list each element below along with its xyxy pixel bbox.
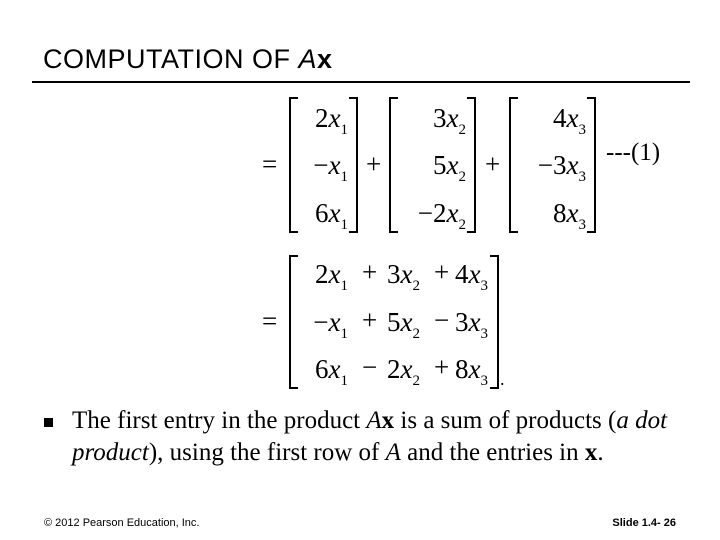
vector-3 xyxy=(538,103,586,233)
bracket-right-2 xyxy=(467,98,475,232)
plus-sign-2: + xyxy=(485,149,501,179)
operator-sign: + xyxy=(362,257,378,287)
plus-sign-1: + xyxy=(366,149,382,179)
trailing-period: . xyxy=(500,369,505,389)
operator-sign: + xyxy=(434,257,450,287)
operator-sign: − xyxy=(362,352,378,382)
combined-row-2-term-1: $-x_1$ xyxy=(313,307,348,342)
combined-row-2-term-3: $3x_3$ xyxy=(455,307,488,342)
operator-sign: − xyxy=(434,305,450,335)
bracket-left-2 xyxy=(390,98,398,232)
operator-sign: + xyxy=(362,305,378,335)
footer-slide-number: Slide 1.4- 26 xyxy=(612,517,676,529)
combined-row-1-term-1: $2x_1$ xyxy=(315,259,348,294)
combined-row-1-term-3: $4x_3$ xyxy=(455,259,488,294)
vector-2-entry: $3x_2$ xyxy=(433,103,466,138)
vector-1-entry: $6x_1$ xyxy=(315,198,348,233)
vector-3-entry: $8x_3$ xyxy=(553,198,586,233)
bracket-right-4 xyxy=(490,256,498,388)
bullet-square-icon xyxy=(44,418,53,427)
vector-3-entry: $-3x_3$ xyxy=(537,150,586,185)
combined-row-1-term-2: $3x_2$ xyxy=(387,259,420,294)
bracket-left-3 xyxy=(510,98,518,232)
bracket-left-4 xyxy=(290,256,298,388)
vector-1-entry: $-x_1$ xyxy=(313,150,348,185)
vector-2 xyxy=(418,103,466,233)
combined-row-3-term-1: $6x_1$ xyxy=(315,354,348,389)
equation-label: ---(1) xyxy=(606,139,661,166)
bracket-right-1 xyxy=(349,98,357,232)
slide-title: COMPUTATION OF Ax xyxy=(43,44,333,74)
equals-sign-2: = xyxy=(262,306,278,336)
combined-vector xyxy=(313,257,488,389)
vector-2-entry: $-2x_2$ xyxy=(417,198,466,233)
combined-row-3-term-2: $2x_2$ xyxy=(387,354,420,389)
combined-row-3-term-3: $8x_3$ xyxy=(455,354,488,389)
combined-row-2-term-2: $5x_2$ xyxy=(387,307,420,342)
vector-1 xyxy=(313,103,348,233)
bullet-paragraph: The first entry in the product Ax is a sum of products (a dot product), using the first row of A and the entries in x. xyxy=(72,407,668,466)
vector-2-entry: $5x_2$ xyxy=(433,150,466,185)
bracket-left-1 xyxy=(290,98,298,232)
vector-3-entry: $4x_3$ xyxy=(553,103,586,138)
bracket-right-3 xyxy=(587,98,595,232)
operator-sign: + xyxy=(434,352,450,382)
vector-1-entry: $2x_1$ xyxy=(315,103,348,138)
footer-copyright: © 2012 Pearson Education, Inc. xyxy=(44,517,200,529)
equals-sign-1: = xyxy=(262,149,278,179)
